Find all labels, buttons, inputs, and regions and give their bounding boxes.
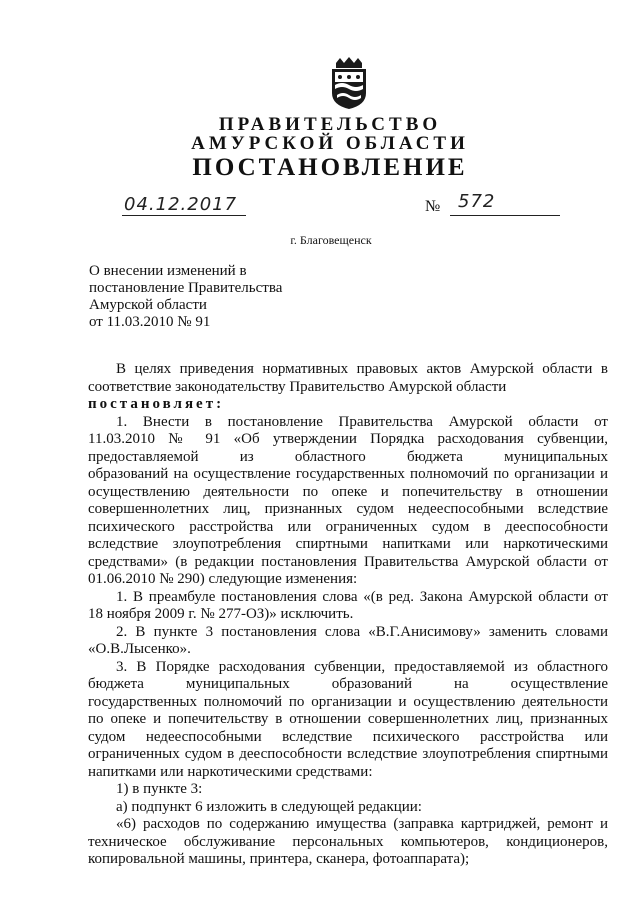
number-sign: № <box>425 198 441 215</box>
body-line: соответствие законодательству Правительство Амурской области <box>88 378 507 395</box>
body-line: образований на осуществление государственных полномочий по организации и <box>88 466 608 482</box>
body-line: напитками или наркотическими средствами: <box>88 763 373 780</box>
body-line: а) подпункт 6 изложить в следующей редакции: <box>116 798 422 815</box>
body-line: В целях приведения нормативных правовых актов Амурской области в <box>116 361 608 377</box>
subject-line: О внесении изменений в <box>89 263 247 279</box>
body-line: 2. В пункте 3 постановления слова «В.Г.Анисимову» заменить словами <box>116 623 608 640</box>
document-type-title: ПОСТАНОВЛЕНИЕ <box>192 154 468 181</box>
body-line: ограниченных судом в дееспособности вследствие злоупотребления спиртными <box>88 746 608 762</box>
body-line: вследствие злоупотребления спиртными напитками или наркотическими <box>88 536 608 552</box>
government-title: ПРАВИТЕЛЬСТВО <box>218 114 442 135</box>
body-line: копировальной машины, принтера, сканера, фотоаппарата); <box>88 851 470 867</box>
subject-line: постановление Правительства <box>89 280 283 296</box>
coat-of-arms-icon <box>328 55 370 110</box>
body-line: «О.В.Лысенко». <box>88 641 191 657</box>
body-line: по опеке и попечительству в отношении совершеннолетних лиц, признанных <box>88 711 608 727</box>
subject-line: от 11.03.2010 № 91 <box>89 314 211 330</box>
subject-line: Амурской области <box>89 297 207 313</box>
document-body <box>88 361 608 869</box>
body-line: осуществлению деятельности по опеке и попечительству в отношении <box>88 483 608 500</box>
region-title: АМУРСКОЙ ОБЛАСТИ <box>191 133 469 154</box>
body-line: бюджета муниципальных образований на осуществление <box>88 676 608 692</box>
body-line: 11.03.2010 № 91 «Об утверждении Порядка расходования субвенции, <box>88 431 608 447</box>
body-line: «6) расходов по содержанию имущества (заправка картриджей, ремонт и <box>116 816 608 832</box>
city-name: г. Благовещенск <box>290 233 372 247</box>
body-line: постановляет: <box>88 396 225 412</box>
body-line: судом недееспособными вследствие психического расстройства или <box>88 728 608 745</box>
body-line: предоставляемой из областного бюджета муниципальных <box>88 448 608 465</box>
body-line: 1) в пункте 3: <box>116 781 203 797</box>
body-line: совершеннолетних лиц, признанных судом недееспособными вследствие <box>88 501 608 517</box>
date-underline <box>122 215 246 216</box>
body-line: 01.06.2010 № 290) следующие изменения: <box>88 571 358 587</box>
body-line: 1. В преамбуле постановления слова «(в ред. Закона Амурской области от <box>116 588 608 605</box>
body-line: государственных полномочий по организации и осуществлению деятельности <box>88 693 608 710</box>
body-line: 18 ноября 2009 г. № 277-ОЗ)» исключить. <box>88 606 354 622</box>
body-line: средствами» (в редакции постановления Правительства Амурской области от <box>88 553 608 570</box>
document-number: 572 <box>458 191 496 212</box>
document-date: 04.12.2017 <box>124 194 238 215</box>
number-underline <box>450 215 560 216</box>
body-line: 1. Внести в постановление Правительства Амурской области от <box>116 413 608 430</box>
body-line: техническое обслуживание персональных компьютеров, кондиционеров, <box>88 833 608 850</box>
document-subject <box>89 263 282 331</box>
body-line: психического расстройства или ограниченных судом в дееспособности <box>88 518 608 535</box>
body-line: 3. В Порядке расходования субвенции, предоставляемой из областного <box>116 658 608 675</box>
